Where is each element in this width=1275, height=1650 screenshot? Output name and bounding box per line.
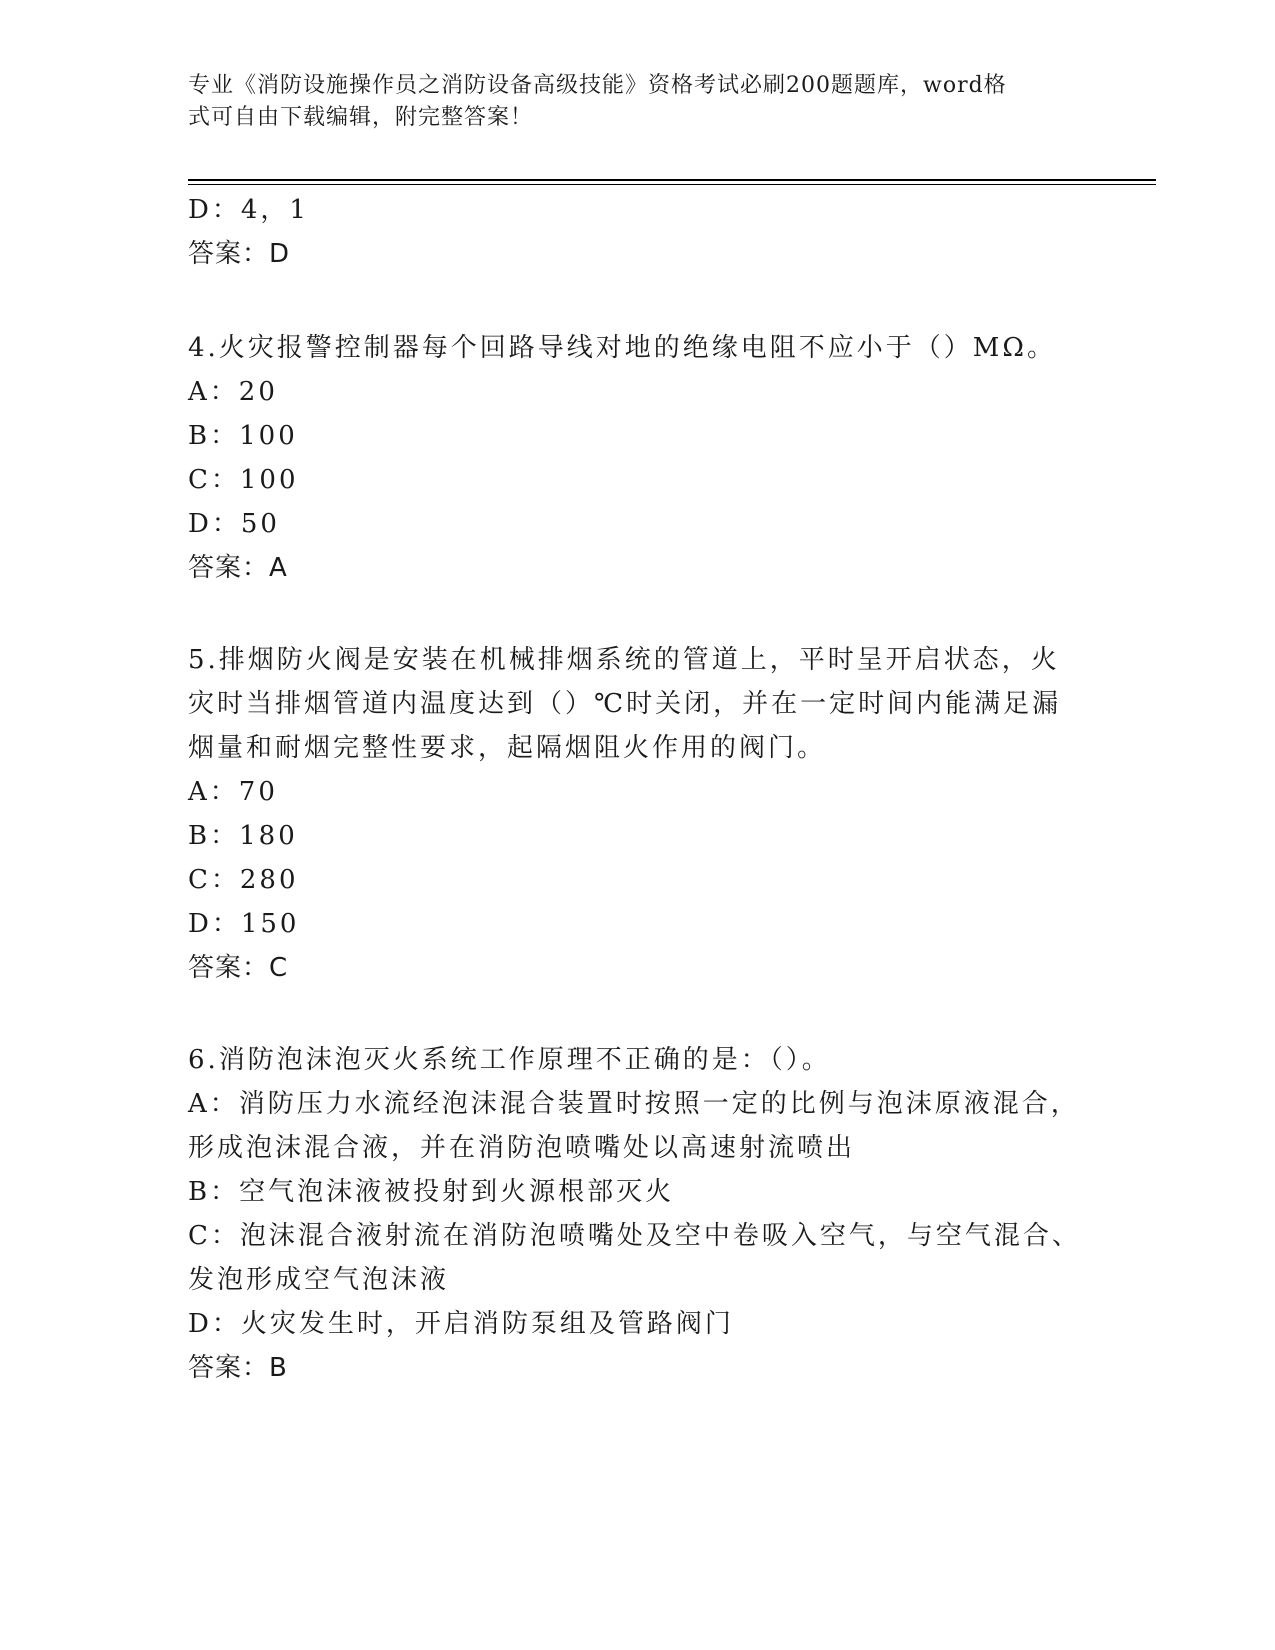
q5-stem-line-2: 灾时当排烟管道内温度达到（）℃时关闭，并在一定时间内能满足漏 [188,689,1062,719]
q6-answer: 答案：B [188,1353,288,1383]
header-rule-thin [188,184,1156,185]
q4-option-a: A：20 [188,377,278,407]
q6-option-c-line-2: 发泡形成空气泡沫液 [188,1265,450,1295]
q5-option-a: A：70 [188,777,278,807]
q5-option-d: D：150 [188,909,300,939]
q4-option-c: C：100 [188,465,299,495]
q6-stem: 6.消防泡沫泡灭火系统工作原理不正确的是：（）。 [188,1045,831,1075]
q6-option-a-line-1: A：消防压力水流经泡沫混合装置时按照一定的比例与泡沫原液混合， [188,1089,1080,1119]
q4-option-b: B：100 [188,421,298,451]
q5-stem-line-1: 5.排烟防火阀是安装在机械排烟系统的管道上，平时呈开启状态，火 [188,645,1060,675]
q6-option-d: D：火灾发生时，开启消防泵组及管路阀门 [188,1309,734,1339]
q6-option-b: B：空气泡沫液被投射到火源根部灭火 [188,1177,675,1207]
q4-stem: 4.火灾报警控制器每个回路导线对地的绝缘电阻不应小于（）MΩ。 [188,333,1056,363]
q6-option-c-line-1: C：泡沫混合液射流在消防泡喷嘴处及空中卷吸入空气，与空气混合、 [188,1221,1081,1251]
q5-option-b: B：180 [188,821,298,851]
header-line-2: 式可自由下载编辑，附完整答案！ [188,105,534,130]
header-line-1: 专业《消防设施操作员之消防设备高级技能》资格考试必刷200题题库，word格 [188,73,1007,98]
q5-answer: 答案：C [188,953,289,983]
q4-answer: 答案：A [188,553,288,583]
prev-answer: 答案：D [188,239,291,269]
header-rule-thick [188,179,1156,181]
prev-option-d: D：4，1 [188,195,309,225]
q4-option-d: D：50 [188,509,280,539]
q5-option-c: C：280 [188,865,299,895]
document-header [188,70,1068,134]
q5-stem-line-3: 烟量和耐烟完整性要求，起隔烟阻火作用的阀门。 [188,733,827,763]
q6-option-a-line-2: 形成泡沫混合液，并在消防泡喷嘴处以高速射流喷出 [188,1133,856,1163]
